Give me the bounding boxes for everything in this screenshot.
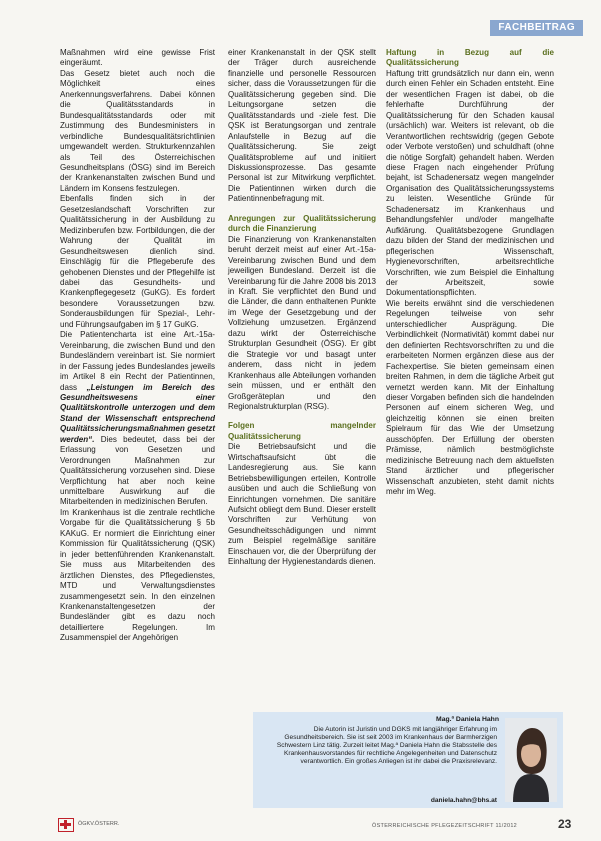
spacer bbox=[228, 205, 376, 214]
paragraph bbox=[60, 330, 215, 508]
paragraph: Die Betriebsaufsicht und die Wirtschaftsaufsicht übt die Landesregierung aus. Sie kann Betriebsbewilligungen erteilen, Kontrolle ausüben und auch die Schließung von Einrichtungen vornehmen. Die sanitäre Aufsicht obliegt dem Bund. Dieser erstellt Vorschriften zur Verhütung von Gesundheitsschädigungen und nimmt zum Beispiel regelmäßige sanitäre Einschauen vor, die der Überprüfung der Einhaltung der Hygienestandards dienen. bbox=[228, 442, 376, 567]
paragraph: Das Gesetz bietet auch noch die Möglichkeit eines Anerkennungsverfahrens. Dabei können die Qualitätsstandards in Bundesqualitätsstandards oder mit Zustimmung des Bundesministers in verbindliche Bundesqualitätsrichtlinien umgewandelt werden. Strukturkennzahlen als Teil des Österreichischen Gesundheitsplans (ÖSG) sind im Bereich der Krankenanstalten zwischen Bund und Ländern im Konsens festzulegen. bbox=[60, 68, 215, 193]
subheading: Anregungen zur Qualitätssicherung durch die Finanzierung bbox=[228, 213, 376, 234]
page-number: 23 bbox=[558, 817, 572, 831]
author-email: daniela.hahn@bhs.at bbox=[430, 797, 497, 804]
portrait-image bbox=[505, 718, 557, 802]
paragraph-text: Dies bedeutet, dass bei der Erlassung von Gesetzen und Verordnungen Maßnahmen zur Qualitätssicherung vorzusehen sind. Diese Verpflichtung hat aber noch keine unmittelbare Auswirkung auf die Mitarbeitenden in medizinischen Berufen. bbox=[60, 434, 215, 507]
publication-title: ÖSTERREICHISCHE PFLEGEZEITSCHRIFT 11/2012 bbox=[372, 823, 518, 829]
spacer bbox=[228, 412, 376, 421]
paragraph: Maßnahmen wird eine gewisse Frist eingeräumt. bbox=[60, 48, 215, 68]
subheading: Haftung in Bezug auf die Qualitätssicherung bbox=[386, 48, 554, 68]
paragraph: Ebenfalls finden sich in der Gesetzeslandschaft Vorschriften zur Qualitätssicherung in der Ausbildung zu Medizinberufen bzw. Fortbildungen, die der Wahrung der Qualität im Gesundheitswesen dienlich sind. Einschlägig für die Pflegeberufe des gehobenen Dienstes und der Pflegehilfe ist dabei das Gesundheits- und Krankenpflegegesetz (GuKG). Es fordert besondere Voraussetzungen bzw. Sonderausbildungen für Spezial-, Lehr- und Führungsaufgaben im § 17 GuKG. bbox=[60, 194, 215, 329]
page-footer bbox=[0, 812, 601, 841]
paragraph: Haftung tritt grundsätzlich nur dann ein, wenn durch einen Fehler ein Schaden entsteht. Eine der wesentlichen Fragen ist dabei, ob die fehlerhafte Durchführung der Qualitätssicherung für den Schaden kausal (ursächlich) war. Weiters ist relevant, ob die Verantwortlichen rechtswidrig (gegen Gebote oder Verbote verstoßen) und schuldhaft (ohne die nötige Sorgfalt) gehandelt haben. Werden diese Fragen nach eingehender Prüfung bejaht, ist Schadenersatz wegen mangelnder Organisation des Qualitätssicherungssystems zu leisten. Wesentliche Gründe für Schadenersatz im Krankenhaus und Behandlungsfehler und/oder mangelhafte Aufklärung. Qualitätsbezogene Grundlagen dazu bilden der Stand der medizinischen und pflegerischen Wissenschaft, Hygienevorschriften, arbeitsrechtliche Vorschriften, wie zum Beispiel die Einhaltung der Arbeitszeit, sowie Dokumentationspflichten. bbox=[386, 68, 554, 298]
author-photo bbox=[505, 718, 557, 802]
author-info-box bbox=[253, 712, 563, 808]
text-column-2 bbox=[228, 48, 376, 568]
paragraph: Im Krankenhaus ist die zentrale rechtliche Vorgabe für die Qualitätssicherung § 5b KAKuG. Er normiert die Einrichtung einer Kommission für Qualitätssicherung (QSK) in jeder bettenführenden Krankenanstalt. Sie muss aus Mitarbeitenden des ärztlichen Dienstes, des Pflegedienstes, MTD und Verwaltungsdienstes zusammengesetzt sein. In den einzelnen Krankenanstaltengesetzen der Bundesländer gibt es dazu noch detailliertere Regelungen. Im Zusammenspiel der Angehörigen bbox=[60, 507, 215, 643]
paragraph: Die Finanzierung von Krankenanstalten beruht derzeit meist auf einer Art.-15a-Vereinbarung zwischen Bund und dem jeweiligen Bundesland. Derzeit ist die Vereinbarung für die Jahre 2008 bis 2013 in Kraft. Sie verpflichtet den Bund und die Länder, die dann enthaltenen Punkte im Wege der Gesetzgebung und der Vollziehung umzusetzen. Ergänzend dazu wirkt der Österreichische Strukturplan Gesundheit (ÖSG). Er gibt die Strategie vor und basagt unter anderem, dass nicht in jedem Krankenhaus alle Abteilungen vorhanden sein müssen, und er enthält den Großgeräteplan und den Regionalstrukturplan (RSG). bbox=[228, 234, 376, 411]
page-header bbox=[0, 0, 601, 44]
paragraph: Wie bereits erwähnt sind die verschiedenen Regelungen teilweise von sehr unterschiedlicher Ausprägung. Die Verbindlichkeit (Normativität) kommt dabei nur den definierten Rechtsvorschriften zu und die erarbeiteten Normen ergänzen diese aus der Fachexpertise. Sie bieten gemeinsam einen breiten Rahmen, in dem die tägliche Arbeit gut vernetzt werden kann. Mit der Einhaltung dieser Vorgaben befinden sich die handelnden Personen auf einem sicheren Weg, und gleichzeitig können sie einen breiten Spielraum für das Wie der Umsetzung ausschöpfen. Der Erfüllung der obersten Prämisse, nämlich bestmöglichste medizinische Betreuung nach dem aktuellsten Stand ärztlicher und pflegerischer Wissenschaft anzubieten, steht damit nichts mehr im Weg. bbox=[386, 298, 554, 497]
cross-logo-icon bbox=[58, 818, 74, 832]
text-column-3 bbox=[386, 48, 554, 497]
paragraph-text: Die Patientencharta ist eine Art.-15a-Vereinbarung, die zwischen Bund und den Bundesländern vereinbart ist. Sie normiert in der Fassung jedes Bundeslandes jeweils im Artikel 8 ein Recht der Patientinnen, dass bbox=[60, 330, 215, 392]
text-column-1 bbox=[60, 48, 215, 644]
author-bio: Die Autorin ist Juristin und DGKS mit langjähriger Erfahrung im Gesundheitsbereich. Sie ist seit 2003 im Krankenhaus der Barmherzigen Schwestern Linz tätig. Zurzeit leitet Mag.ª Daniela Hahn die Stabsstelle des Krankenhausvorstandes für rechtliche Angelegenheiten und Datenschutz verantwortlich. Ein großes Anliegen ist ihr dabei die Praxisrelevanz. bbox=[276, 726, 497, 766]
subheading: Folgen mangelnder Qualitätssicherung bbox=[228, 421, 376, 441]
author-name: Mag.ª Daniela Hahn bbox=[436, 716, 499, 723]
footer-logo-text: ÖGKV.ÖSTERR. bbox=[78, 821, 120, 827]
section-rubric: FACHBEITRAG bbox=[490, 20, 583, 36]
paragraph: einer Krankenanstalt in der QSK stellt der Träger durch ausreichende finanzielle und personelle Ressourcen sicher, dass die Voraussetzungen für die Qualitätssicherung gegeben sind. Die Leitungsorgane setzen die Qualitätsstandards und -ziele fest. Die QSK ist Beratungsorgan und zentrale Anlaufstelle in Bezug auf die Qualitätssicherung. Sie zeigt Qualitätsprobleme auf und initiiert Diskussionsprozesse. Das gesamte Personal ist zur Mitwirkung verpflichtet. Die Patientinnen wirken durch die Patientinnenbefragung mit. bbox=[228, 48, 376, 204]
quote-emphasis: „Leistungen im Bereich des Gesundheitswesens einer Qualitätskontrolle unterzogen und dem Stand der Wissenschaft entsprechend Qualitätssicherungsmaßnahmen gesetzt werden“. bbox=[60, 382, 215, 444]
